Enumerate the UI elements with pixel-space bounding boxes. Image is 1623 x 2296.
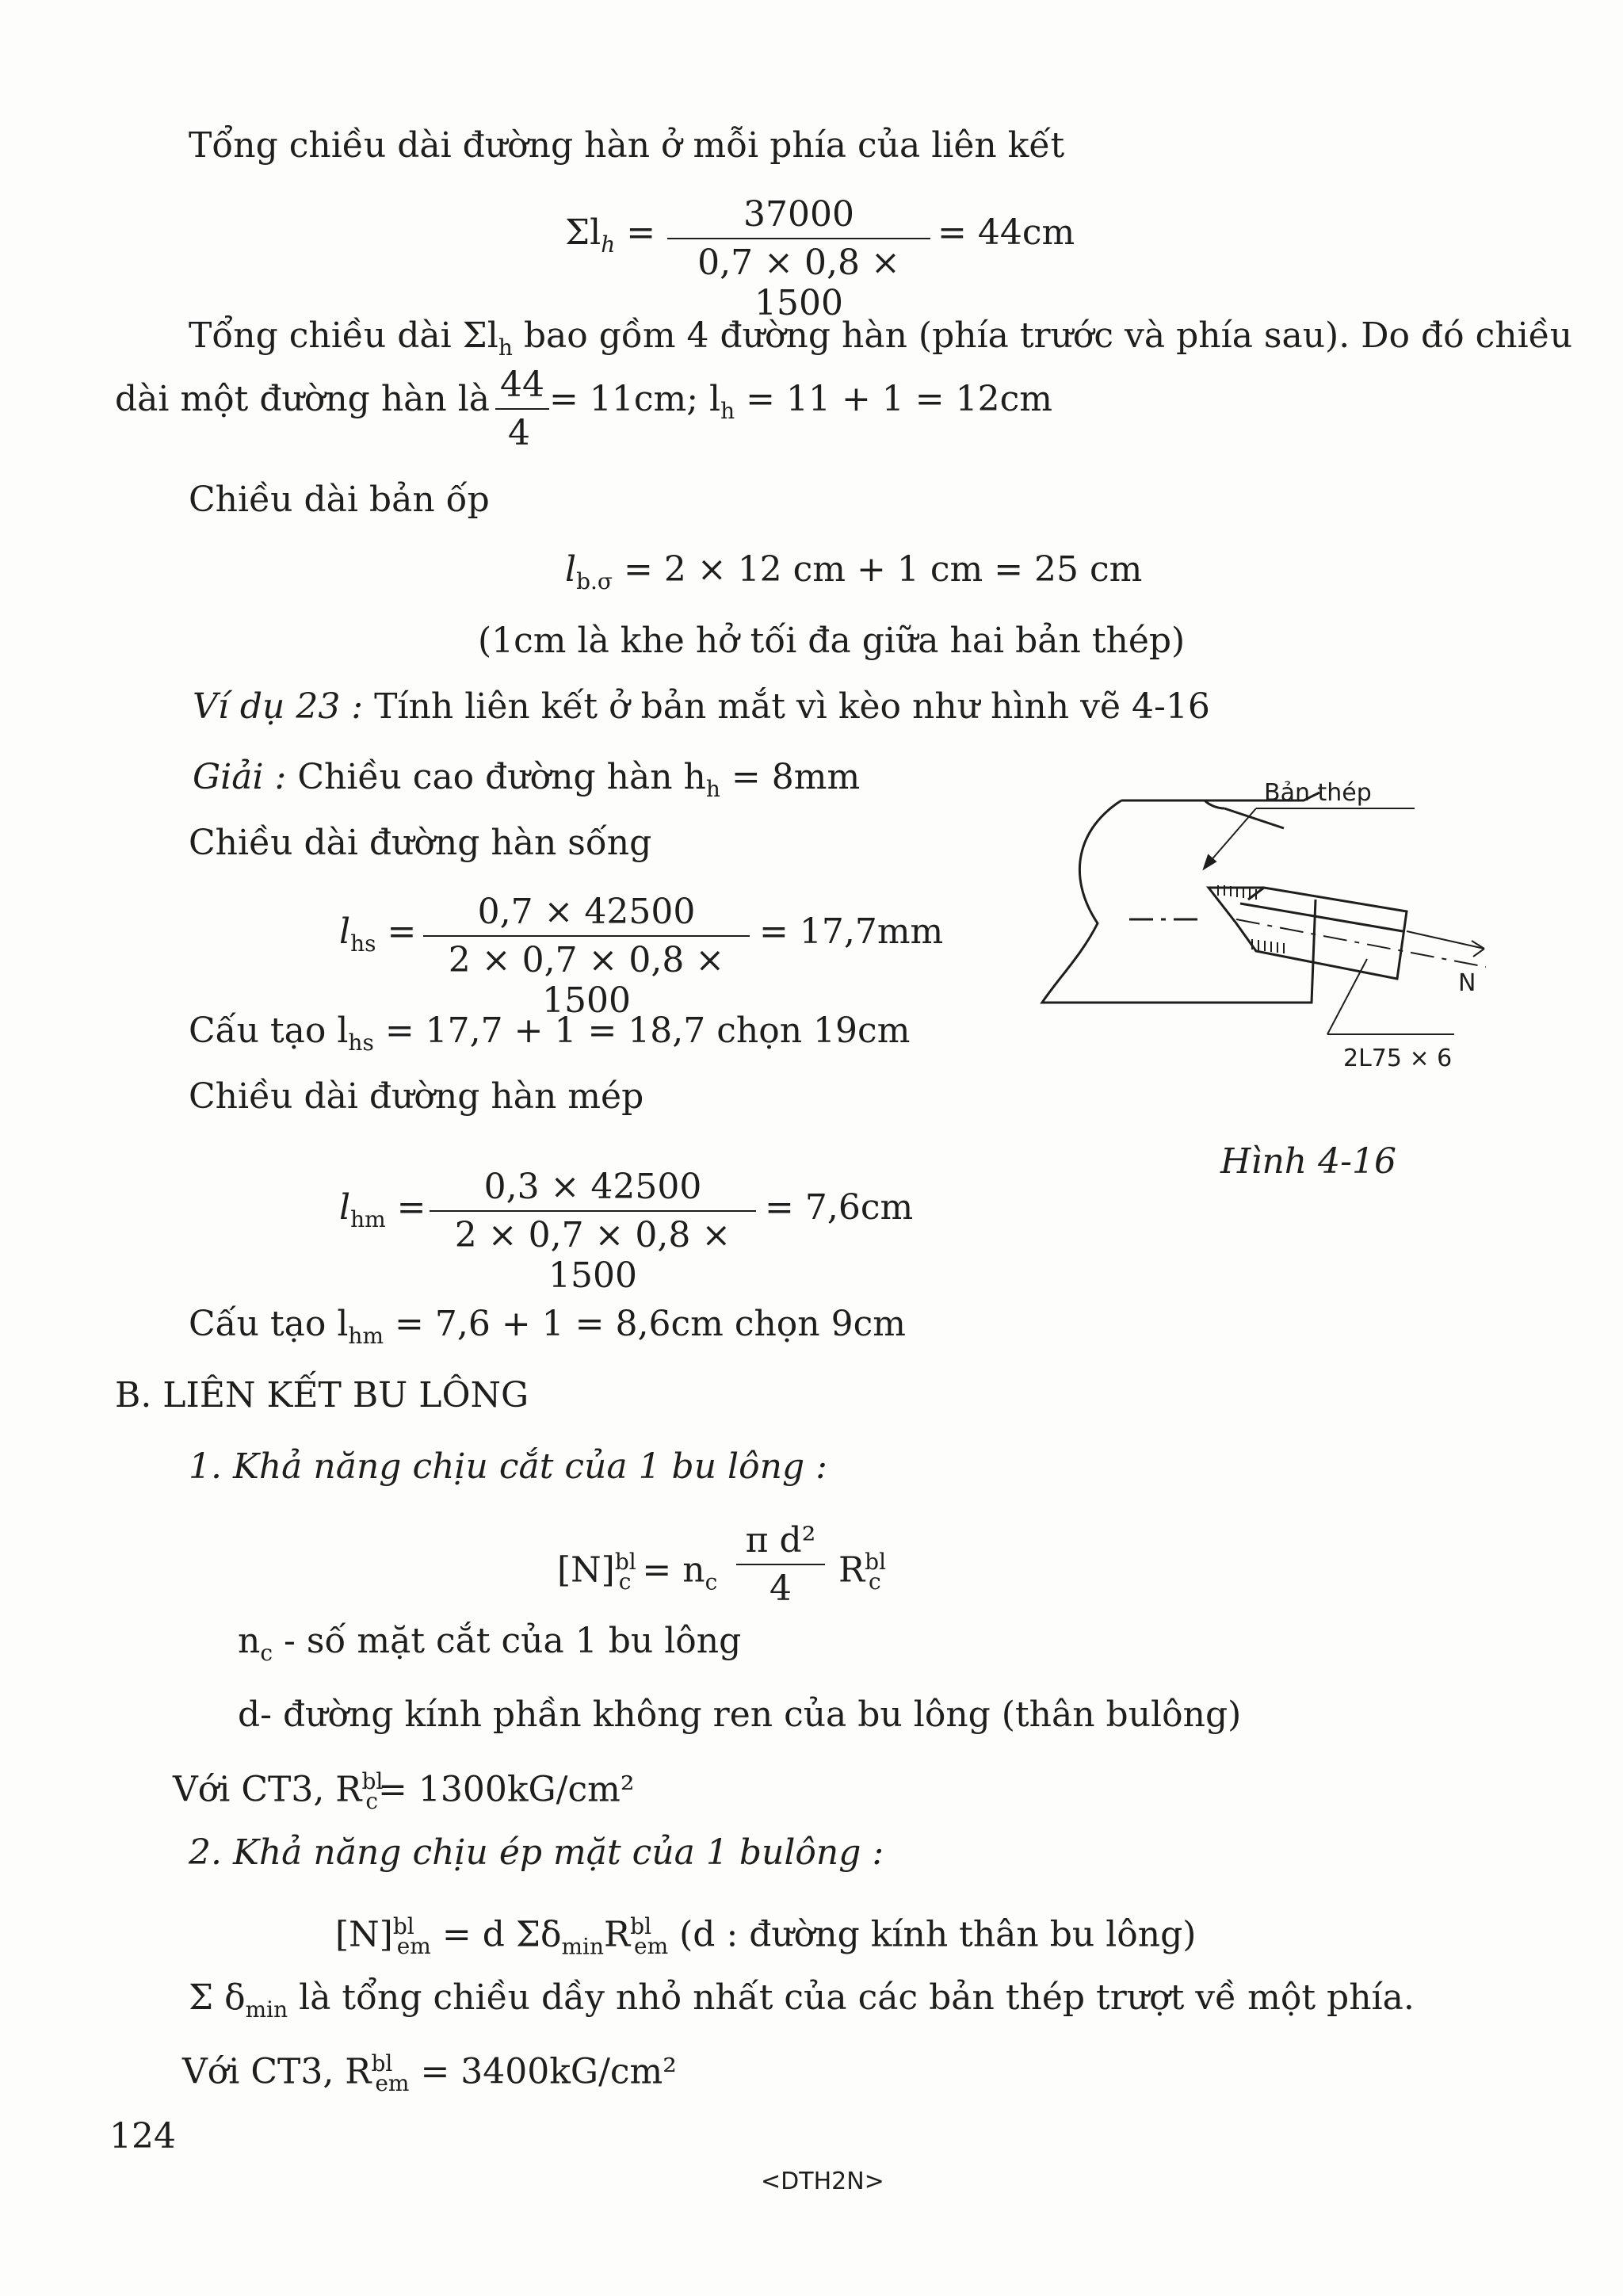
paragraph-sum-delta: Σ $\delta_{min}$ là tổng chiều dầy nhỏ nhất của các bản thép trượt về một phía. [189, 1977, 1415, 2023]
paragraph-single-weld-length-b: = 11cm; $l_h = 11 + 1 = 12cm$ [549, 379, 1052, 424]
paragraph-construct-lhm: Cấu tạo $l_{hm} = 7,6 + 1 = 8,6cm$ chọn 9cm [189, 1304, 906, 1349]
equation-lhs-result: = 17,7mm [759, 911, 944, 952]
equation-shear-lhs: $[N]^{bl}_c = n_c$ [557, 1549, 718, 1595]
example-23: Ví dụ 23 : Tính liên kết ở bản mắt vì kèo như hình vẽ 4-16 [193, 686, 1210, 727]
paragraph-four-welds: Tổng chiều dài $\Sigma l_h$ bao gồm 4 đường hàn (phía trước và phía sau). Do đó chiều [189, 315, 1573, 361]
equation-sum-lh-fraction: $\frac{37000}{0,7 \times 0,8 \times 1500}$ [664, 194, 934, 323]
section-heading-bolt: B. LIÊN KẾT BU LÔNG [115, 1375, 529, 1415]
equation-sum-lh-result: = 44cm [938, 212, 1075, 253]
equation-shear-fraction: $\frac{\text{π d²}}{4}$ [733, 1520, 828, 1609]
paragraph-plate-length: Chiều dài bản ốp [189, 479, 490, 520]
figure-caption: Hình 4-16 [1220, 1141, 1396, 1182]
equation-lhs-lhs: $l_{hs}$ = [339, 911, 417, 957]
solution-weld-height: Giải : Chiều cao đường hàn $h_h = 8mm$ [193, 757, 861, 802]
paragraph-construct-lhs: Cấu tạo $l_{hs} = 17,7 + 1 = 18,7$ chọn 19cm [189, 1010, 911, 1056]
equation-lhm-lhs: $l_{hm}$ = [339, 1187, 426, 1232]
paragraph-ct3-shear: Với CT3, $R^{bl}_c= 1300kG/cm^2$ [173, 1768, 635, 1815]
equation-bearing: $[N]^{bl}_{em} = d$ $\Sigma\delta_{min}R^{bl}_{em}$ (d : đường kính thân bu lông) [335, 1913, 1197, 1960]
angle-section [1209, 888, 1407, 979]
footer-mark: <DTH2N> [761, 2168, 884, 2195]
paragraph-weld-total: Tổng chiều dài đường hàn ở mỗi phía của liên kết [189, 125, 1065, 166]
equation-lhs-fraction: $\frac{0,7 \times 42500}{2 \times 0,7 \times 0,8 \times 1500}$ [420, 892, 753, 1021]
subsection-bearing-capacity: 2. Khả năng chịu ép mặt của 1 bulông : [189, 1832, 884, 1873]
equation-plate-length: $l_{b.\sigma} = 2 \times 12$ cm + 1 cm = 25 cm [565, 549, 1143, 594]
figure-truss-gusset [1010, 741, 1486, 1082]
label-angle: 2L75 × 6 [1343, 1045, 1453, 1072]
equation-lhm-result: = 7,6cm [765, 1187, 914, 1228]
paragraph-single-weld-length-a: dài một đường hàn là [115, 379, 491, 419]
paragraph-spine-weld: Chiều dài đường hàn sống [189, 823, 652, 863]
paragraph-ct3-bearing: Với CT3, $R^{bl}_{em} = 3400kG/cm^2$ [182, 2050, 677, 2097]
label-plate: Bản thép [1264, 779, 1372, 807]
paragraph-edge-weld: Chiều dài đường hàn mép [189, 1076, 644, 1117]
subsection-shear-capacity: 1. Khả năng chịu cắt của 1 bu lông : [189, 1446, 827, 1487]
definition-d: d- đường kính phần không ren của bu lông (thân bulông) [238, 1694, 1242, 1735]
note-gap: (1cm là khe hở tối đa giữa hai bản thép) [478, 621, 1186, 661]
equation-sum-lh-lhs: $\Sigma l_h$ = [565, 212, 656, 258]
gusset-plate-outline [1042, 800, 1316, 1003]
fraction-44-over-4: $\frac{44}{4}$ [495, 365, 543, 453]
equation-lhm-fraction: $\frac{0,3 \times 42500}{2 \times 0,7 \times 0,8 \times 1500}$ [426, 1167, 759, 1296]
equation-shear-rhs: $R^{bl}_c$ [838, 1549, 887, 1595]
definition-nc: $n_c$ - số mặt cắt của 1 bu lông [238, 1621, 742, 1666]
label-force-n: N [1458, 969, 1476, 997]
page-number: 124 [109, 2116, 176, 2157]
